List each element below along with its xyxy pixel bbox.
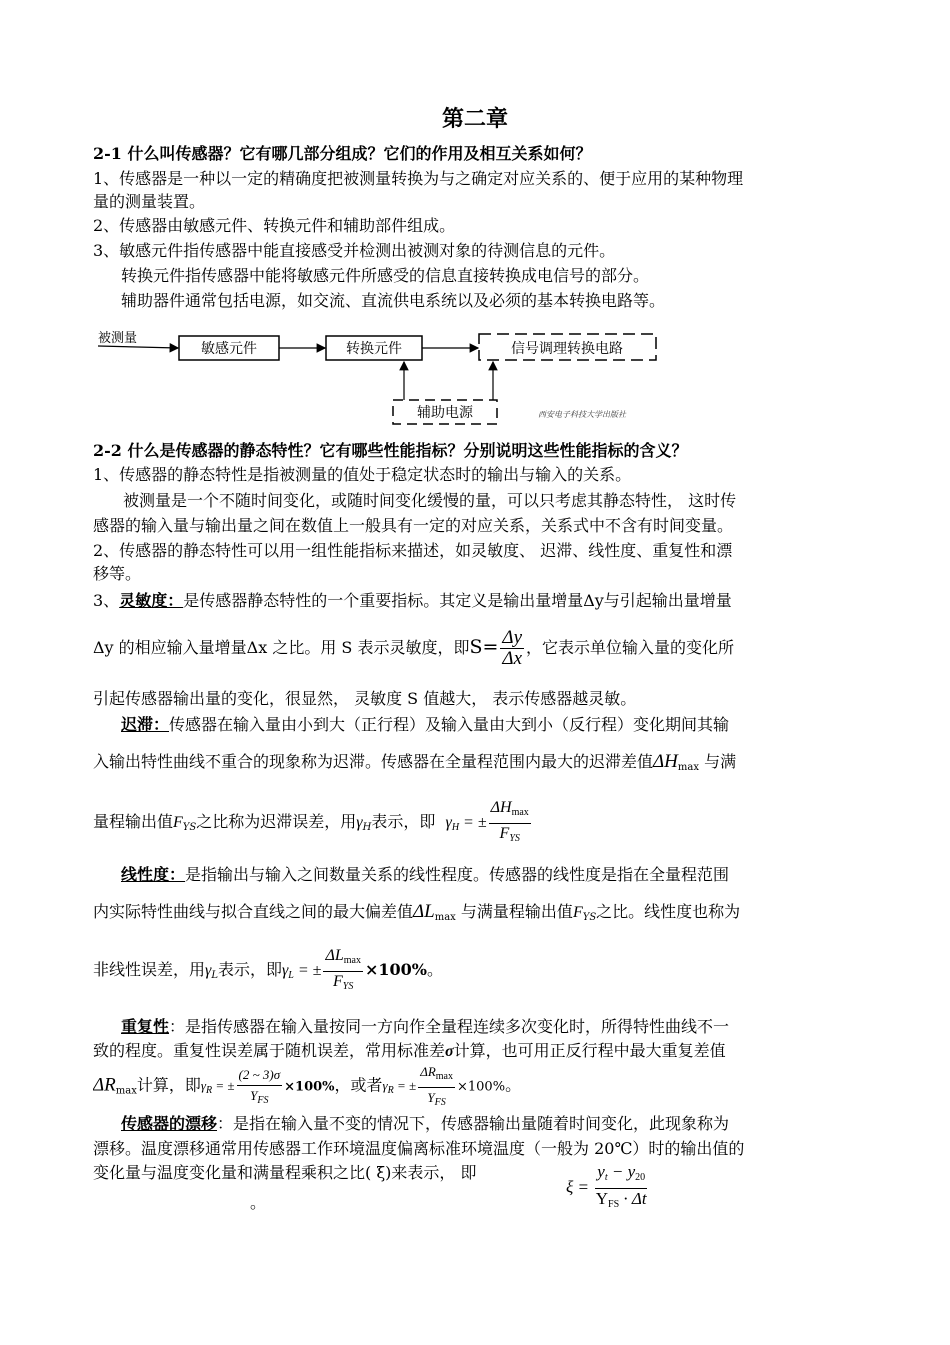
answer-2-2-item-1c: 感器的输入量与输出量之间在数值上一般具有一定的对应关系，关系式中不含有时间变量。 — [93, 516, 734, 535]
hysteresis-formula: γH = ± $\frac{\Delta H_{max}}{\text{FYS}}$ — [445, 799, 529, 844]
answer-2-1-item-2: 2、传感器由敏感元件、转换元件和辅助部件组成。 — [93, 216, 456, 235]
answer-2-1-item-3: 3、敏感元件指传感器中能直接感受并检测出被测对象的待测信息的元件。 — [93, 241, 616, 260]
answer-2-2-item-1: 1、传感器的静态特性是指被测量的值处于稳定状态时的输出与输入的关系。 — [93, 465, 632, 484]
sensitivity-line-1: 3、灵敏度：是传感器静态特性的一个重要指标。其定义是输出量增量Δy与引起输出量增量 — [93, 591, 732, 610]
input-arrow — [98, 346, 178, 348]
power-supply-label: 辅助电源 — [417, 405, 473, 421]
hysteresis-line-1: 迟滞：传感器在输入量由小到大（正行程）及输入量由大到小（反行程）变化期间其输 — [121, 715, 730, 734]
answer-2-1-item-1-cont: 量的测量装置。 — [93, 192, 206, 211]
sensitivity-term: 灵敏度： — [119, 591, 184, 610]
sensitivity-formula-s: S= — [469, 636, 499, 658]
answer-2-1-item-3c: 辅助器件通常包括电源，如交流、直流供电系统以及必须的基本转换电路等。 — [121, 291, 666, 310]
drift-line-3: 变化量与温度变化量和满量程乘积之比( ξ)来表示， 即 — [93, 1163, 477, 1182]
linearity-formula: γL = ± $\frac{\Delta L_{max}}{\text{FYS}}$ — [281, 947, 361, 992]
publisher-watermark: 西安电子科技大学出版社 — [538, 410, 626, 419]
linearity-term: 线性度： — [121, 865, 186, 884]
drift-line-1: 传感器的漂移：是指在输入量不变的情况下，传感器输出量随着时间变化，此现象称为 — [121, 1114, 730, 1133]
linearity-line-1: 线性度：是指输出与输入之间数量关系的线性程度。传感器的线性度是指在全量程范围 — [121, 865, 730, 884]
answer-2-2-item-2-cont: 移等。 — [93, 564, 142, 583]
linearity-line-2: 内实际特性曲线与拟合直线之间的最大偏差值$\Delta L_{max}$ 与满量程输出值FYS之比。线性度也称为 — [93, 901, 741, 923]
hysteresis-line-3: 量程输出值FYS之比称为迟滞误差，用γH表示，即 γH = ± $\frac{\Delta H_{max}}{\text{FYS}}$ — [93, 798, 863, 850]
drift-line-2: 漂移。温度漂移通常用传感器工作环境温度偏离标准环境温度（一般为 20℃）时的输出值的 — [93, 1139, 745, 1158]
chapter-title: 第二章 — [441, 106, 508, 132]
repeatability-term: 重复性 — [121, 1017, 170, 1036]
repeatability-formula-1: $\gamma_R$ = ± $\frac{(2 \sim 3)\sigma}{Y_{FS}}$ — [200, 1066, 281, 1106]
sensitivity-line-3: 引起传感器输出量的变化，很显然， 灵敏度 S 值越大， 表示传感器越灵敏。 — [93, 689, 637, 708]
hysteresis-term: 迟滞： — [121, 715, 170, 734]
answer-2-1-item-3b: 转换元件指传感器中能将敏感元件所感受的信息直接转换成电信号的部分。 — [121, 266, 650, 285]
question-2-1: 2-1 什么叫传感器？它有哪几部分组成？它们的作用及相互关系如何？ — [93, 144, 592, 163]
answer-2-2-item-2: 2、传感器的静态特性可以用一组性能指标来描述，如灵敏度、 迟滞、线性度、重复性和漂 — [93, 541, 733, 560]
repeatability-line-1: 重复性：是指传感器在输入量按同一方向作全量程连续多次变化时，所得特性曲线不一 — [121, 1017, 730, 1036]
conversion-element-label: 转换元件 — [346, 341, 402, 357]
input-label: 被测量 — [98, 331, 138, 346]
linearity-line-3: 非线性误差，用γL表示，即γL = ± $\frac{\Delta L_{max}}{\text{FYS}}$ ×100%。 — [93, 947, 443, 992]
answer-2-1-item-1: 1、传感器是一种以一定的精确度把被测量转换为与之确定对应关系的、便于应用的某种物理 — [93, 169, 744, 188]
question-2-2: 2-2 什么是传感器的静态特性？它有哪些性能指标？分别说明这些性能指标的含义？ — [93, 441, 688, 460]
answer-2-2-item-1b: 被测量是一个不随时间变化，或随时间变化缓慢的量，可以只考虑其静态特性， 这时传 — [123, 491, 737, 510]
drift-term: 传感器的漂移 — [121, 1114, 218, 1133]
sensitivity-formula: $\frac{\Delta y}{\Delta x}$ — [502, 627, 523, 669]
sensitivity-line-2: Δy 的相应输入量增量Δx 之比。用 S 表示灵敏度，即S= $\frac{\Delta y}{\Delta x}$ ，它表示单位输入量的变化所 — [93, 627, 735, 669]
drift-period: 。 — [250, 1193, 267, 1212]
repeatability-formula-2: $\gamma_R$ = ± $\frac{\Delta R_{max}}{Y_{FS}}$ — [382, 1064, 453, 1108]
hysteresis-line-2: 入输出特性曲线不重合的现象称为迟滞。传感器在全量程范围内最大的迟滞差值$\Delta H_{max}$ 与满 — [93, 751, 737, 773]
sensor-block-diagram — [90, 322, 690, 432]
repeatability-line-3: $\Delta R_{max}$计算，即$\gamma_R$ = ± $\frac{(2 \sim 3)\sigma}{Y_{FS}}$ ×100%，或者$\gamma_R$ = ± $\frac{\Delta R_{max}}{Y_{FS}}$ ×100%。 — [93, 1064, 522, 1108]
sensing-element-label: 敏感元件 — [201, 341, 257, 357]
repeatability-line-2: 致的程度。重复性误差属于随机误差，常用标准差σ计算，也可用正反行程中最大重复差值 — [93, 1041, 726, 1060]
drift-formula: ξ = $\frac{yt - y_{20}}{Y_{FS} \cdot \Delta t}$ — [566, 1162, 647, 1210]
conditioning-circuit-label: 信号调理转换电路 — [511, 341, 623, 357]
